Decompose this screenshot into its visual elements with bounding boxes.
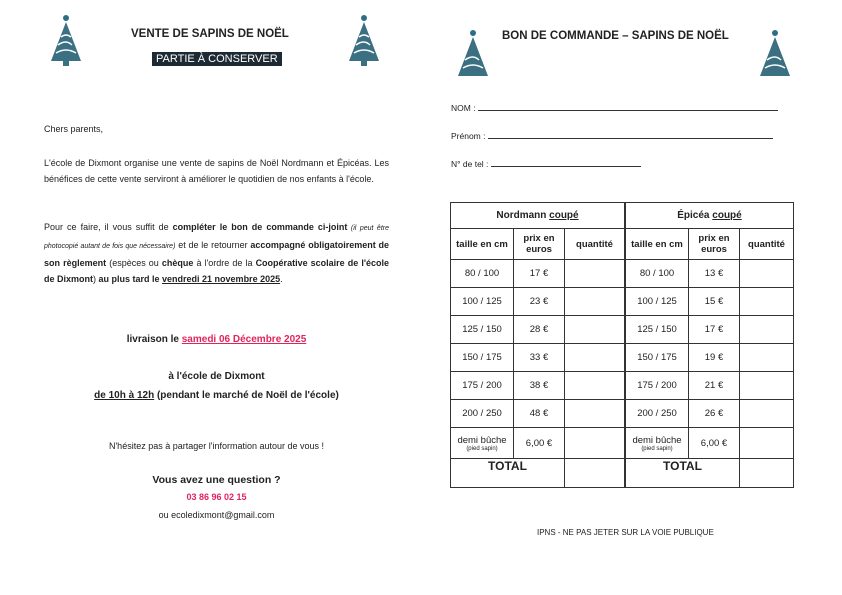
table-row (451, 288, 794, 316)
price: 13 € (689, 260, 740, 288)
size: 200 / 250 (625, 400, 689, 428)
firstname-field[interactable]: Prénom : (451, 131, 773, 141)
table-row (451, 372, 794, 400)
size: 80 / 100 (625, 260, 689, 288)
quantity-cell[interactable] (565, 344, 626, 372)
greeting: Chers parents, (44, 124, 104, 134)
instructions-paragraph: Pour ce faire, il vous suffit de compléter le bon de commande ci-joint (il peut être photocopié autant de fois que nécessaire) et de le retourner accompagné obligatoirement de son règlement (espèces ou chèque à l'ordre de la Coopérative scolaire de l'école de Dixmont) au plus tard le vendredi 21 novembre 2025. (44, 222, 390, 284)
quantity-cell[interactable] (740, 372, 794, 400)
price: 48 € (514, 400, 565, 428)
price: 21 € (689, 372, 740, 400)
quantity-cell[interactable] (565, 428, 626, 459)
quantity-cell[interactable] (740, 316, 794, 344)
christmas-tree-icon (48, 15, 84, 67)
price: 17 € (689, 316, 740, 344)
quantity-cell[interactable] (565, 316, 626, 344)
price: 15 € (689, 288, 740, 316)
buche-label: demi bûche (pied sapin) (451, 428, 514, 459)
quantity-cell[interactable] (740, 400, 794, 428)
location: à l'école de Dixmont (168, 371, 265, 382)
size: 175 / 200 (625, 372, 689, 400)
quantity-cell[interactable] (565, 260, 626, 288)
size: 150 / 175 (625, 344, 689, 372)
col-size: taille en cm (451, 229, 514, 260)
total-label: TOTAL (625, 459, 740, 488)
quantity-cell[interactable] (565, 400, 626, 428)
quantity-cell[interactable] (740, 344, 794, 372)
quantity-cell[interactable] (565, 288, 626, 316)
size: 125 / 150 (451, 316, 514, 344)
christmas-tree-icon (757, 30, 793, 82)
col-qty: quantité (565, 229, 626, 260)
christmas-tree-icon (455, 30, 491, 82)
table-row (451, 344, 794, 372)
total-cell[interactable] (565, 459, 626, 488)
price: 26 € (689, 400, 740, 428)
email[interactable]: ou ecoledixmont@gmail.com (158, 510, 275, 520)
size: 80 / 100 (451, 260, 514, 288)
order-table (450, 202, 794, 488)
intro-paragraph: L'école de Dixmont organise une vente de sapins de Noël Nordmann et Épicéas. Les bénéfices de cette vente serviront à améliorer le quotidien de nos enfants à l'école. (44, 158, 389, 184)
keep-part-badge: PARTIE À CONSERVER (152, 52, 282, 66)
group-epicea: Épicéa coupé (625, 203, 794, 229)
table-row (451, 260, 794, 288)
price: 19 € (689, 344, 740, 372)
christmas-tree-icon (346, 15, 382, 67)
quantity-cell[interactable] (565, 372, 626, 400)
quantity-cell[interactable] (740, 288, 794, 316)
question-heading: Vous avez une question ? (152, 474, 281, 486)
total-cell[interactable] (740, 459, 794, 488)
quantity-cell[interactable] (740, 428, 794, 459)
size: 200 / 250 (451, 400, 514, 428)
share-text: N'hésitez pas à partager l'information autour de vous ! (108, 441, 325, 451)
footer-note: IPNS - NE PAS JETER SUR LA VOIE PUBLIQUE (537, 528, 714, 537)
price: 6,00 € (689, 428, 740, 459)
size: 150 / 175 (451, 344, 514, 372)
total-label: TOTAL (451, 459, 565, 488)
group-nordmann: Nordmann coupé (451, 203, 626, 229)
size: 175 / 200 (451, 372, 514, 400)
order-form-title: BON DE COMMANDE – SAPINS DE NOËL (502, 30, 729, 42)
price: 23 € (514, 288, 565, 316)
col-qty: quantité (740, 229, 794, 260)
left-title: VENTE DE SAPINS DE NOËL (131, 28, 289, 40)
delivery-line: livraison le samedi 06 Décembre 2025 (126, 334, 307, 345)
phone-number: 03 86 96 02 15 (186, 492, 247, 502)
table-row (451, 316, 794, 344)
buche-label: demi bûche (pied sapin) (625, 428, 689, 459)
size: 100 / 125 (625, 288, 689, 316)
price: 33 € (514, 344, 565, 372)
buche-row (451, 428, 794, 459)
price: 17 € (514, 260, 565, 288)
total-row (451, 459, 794, 488)
phone-field[interactable]: N° de tel : (451, 159, 641, 169)
name-field[interactable]: NOM : (451, 103, 778, 113)
col-price: prix en euros (514, 229, 565, 260)
hours-line: de 10h à 12h (pendant le marché de Noël de l'école) (94, 390, 339, 401)
table-row (451, 400, 794, 428)
size: 125 / 150 (625, 316, 689, 344)
size: 100 / 125 (451, 288, 514, 316)
col-price: prix en euros (689, 229, 740, 260)
col-size: taille en cm (625, 229, 689, 260)
price: 6,00 € (514, 428, 565, 459)
price: 38 € (514, 372, 565, 400)
price: 28 € (514, 316, 565, 344)
quantity-cell[interactable] (740, 260, 794, 288)
